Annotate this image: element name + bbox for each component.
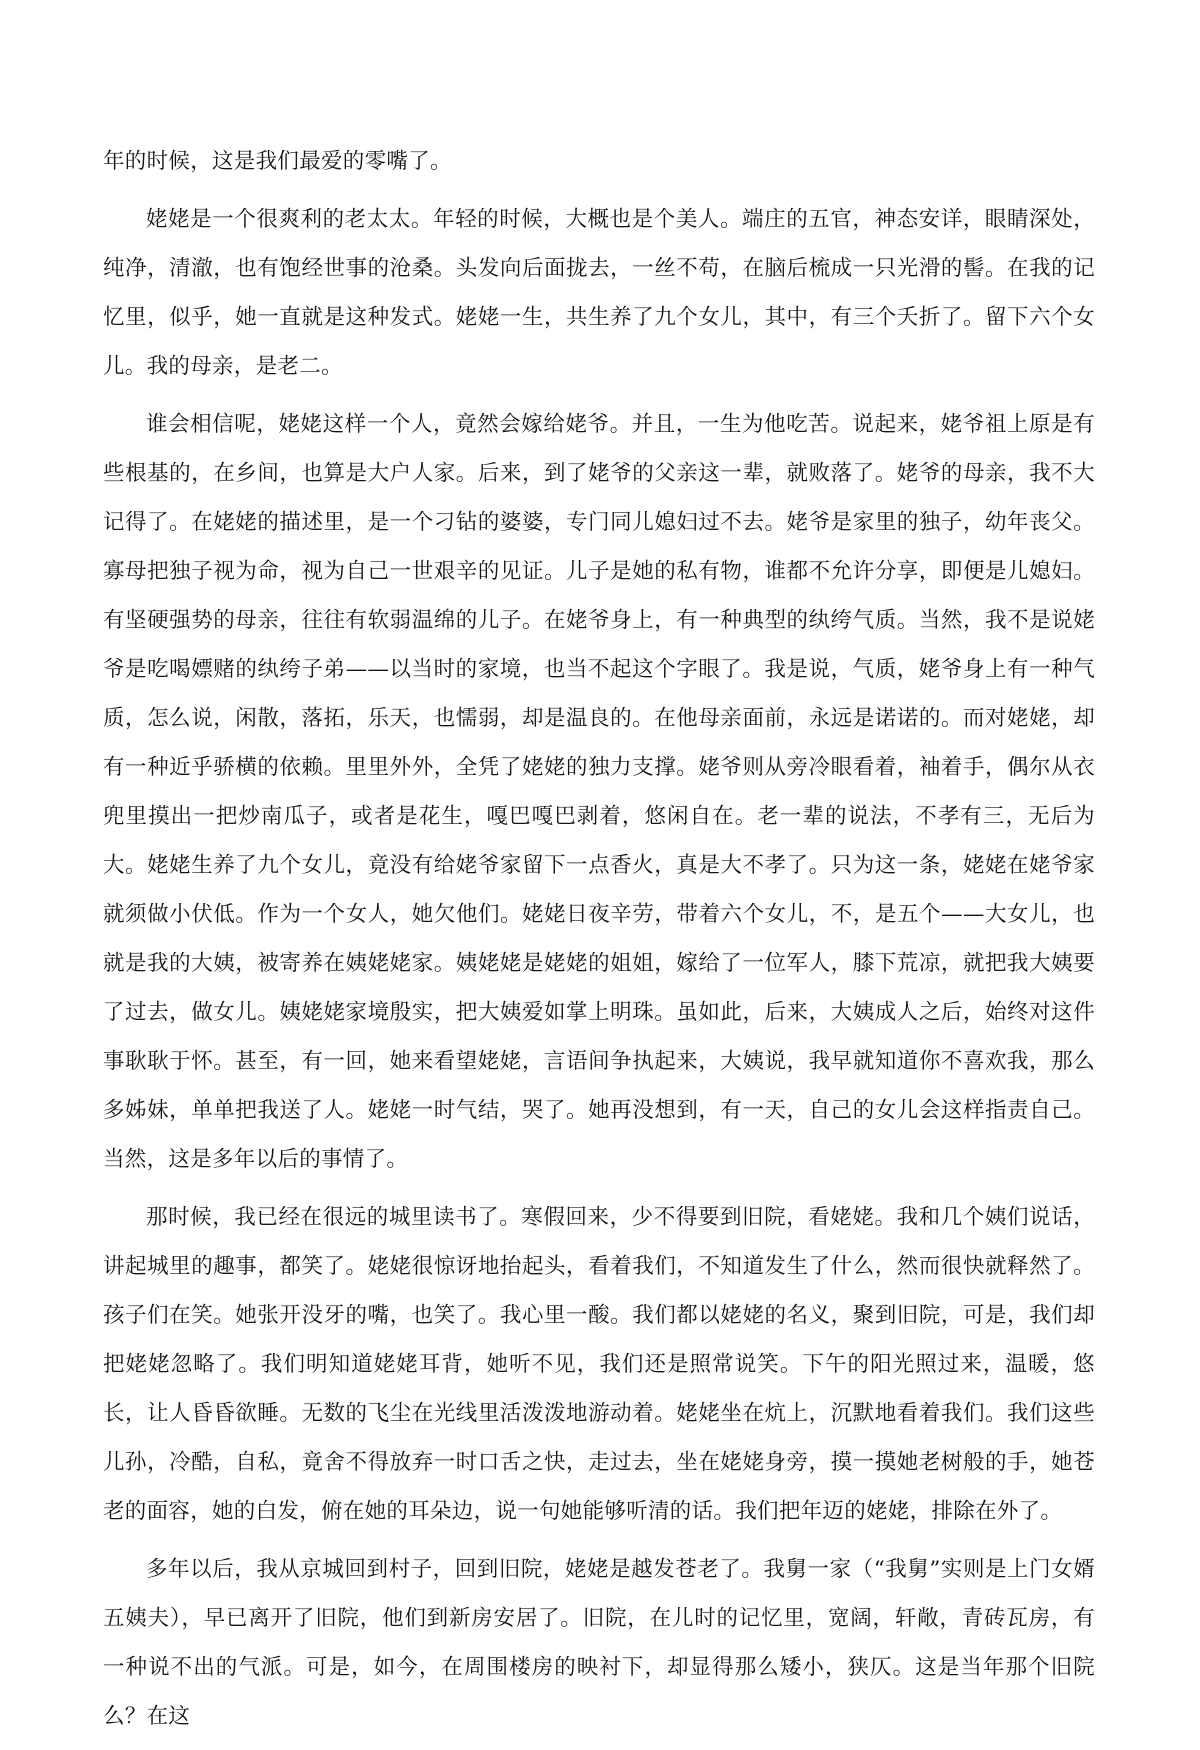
paragraph: 那时候，我已经在很远的城里读书了。寒假回来，少不得要到旧院，看姥姥。我和几个姨们说话，讲起城里的趣事，都笑了。姥姥很惊讶地抬起头，看着我们，不知道发生了什么，然而很快就释然了。孩子们在笑。她张开没牙的嘴，也笑了。我心里一酸。我们都以姥姥的名义，聚到旧院，可是，我们却把姥姥忽略了。我们明知道姥姥耳背，她听不见，我们还是照常说笑。下午的阳光照过来，温暖，悠长，让人昏昏欲睡。无数的飞尘在光线里活泼泼地游动着。姥姥坐在炕上，沉默地看着我们。我们这些儿孙，冷酷，自私，竟舍不得放弃一时口舌之快，走过去，坐在姥姥身旁，摸一摸她老树般的手，她苍老的面容，她的白发，俯在她的耳朵边，说一句她能够听清的话。我们把年迈的姥姥，排除在外了。	[103, 1205, 1095, 1524]
paragraph: 姥姥是一个很爽利的老太太。年轻的时候，大概也是个美人。端庄的五官，神态安详，眼睛深处，纯净，清澈，也有饱经世事的沧桑。头发向后面拢去，一丝不苟，在脑后梳成一只光滑的髻。在我的记忆里，似乎，她一直就是这种发式。姥姥一生，共生养了九个女儿，其中，有三个夭折了。留下六个女儿。我的母亲，是老二。	[103, 207, 1095, 379]
paragraph: 多年以后，我从京城回到村子，回到旧院，姥姥是越发苍老了。我舅一家（“我舅”实则是上门女婿五姨夫），早已离开了旧院，他们到新房安居了。旧院，在儿时的记忆里，宽阔，轩敞，青砖瓦房，有一种说不出的气派。可是，如今，在周围楼房的映衬下，却显得那么矮小，狭仄。这是当年那个旧院么？在这	[103, 1557, 1095, 1729]
paragraph: 年的时候，这是我们最爱的零嘴了。	[103, 149, 452, 174]
document-body	[103, 137, 1095, 1750]
paragraph: 谁会相信呢，姥姥这样一个人，竟然会嫁给姥爷。并且，一生为他吃苦。说起来，姥爷祖上原是有些根基的，在乡间，也算是大户人家。后来，到了姥爷的父亲这一辈，就败落了。姥爷的母亲，我不大记得了。在姥姥的描述里，是一个刁钻的婆婆，专门同儿媳妇过不去。姥爷是家里的独子，幼年丧父。寡母把独子视为命，视为自己一世艰辛的见证。儿子是她的私有物，谁都不允许分享，即便是儿媳妇。有坚硬强势的母亲，往往有软弱温绵的儿子。在姥爷身上，有一种典型的纨绔气质。当然，我不是说姥爷是吃喝嫖赌的纨绔子弟——以当时的家境，也当不起这个字眼了。我是说，气质，姥爷身上有一种气质，怎么说，闲散，落拓，乐天，也懦弱，却是温良的。在他母亲面前，永远是诺诺的。而对姥姥，却有一种近乎骄横的依赖。里里外外，全凭了姥姥的独力支撑。姥爷则从旁冷眼看着，袖着手，偶尔从衣兜里摸出一把炒南瓜子，或者是花生，嘎巴嘎巴剥着，悠闲自在。老一辈的说法，不孝有三，无后为大。姥姥生养了九个女儿，竟没有给姥爷家留下一点香火，真是大不孝了。只为这一条，姥姥在姥爷家就须做小伏低。作为一个女人，她欠他们。姥姥日夜辛劳，带着六个女儿，不，是五个——大女儿，也就是我的大姨，被寄养在姨姥姥家。姨姥姥是姥姥的姐姐，嫁给了一位军人，膝下荒凉，就把我大姨要了过去，做女儿。姨姥姥家境殷实，把大姨爱如掌上明珠。虽如此，后来，大姨成人之后，始终对这件事耿耿于怀。甚至，有一回，她来看望姥姥，言语间争执起来，大姨说，我早就知道你不喜欢我，那么多姊妹，单单把我送了人。姥姥一时气结，哭了。她再没想到，有一天，自己的女儿会这样指责自己。当然，这是多年以后的事情了。	[103, 412, 1095, 1172]
